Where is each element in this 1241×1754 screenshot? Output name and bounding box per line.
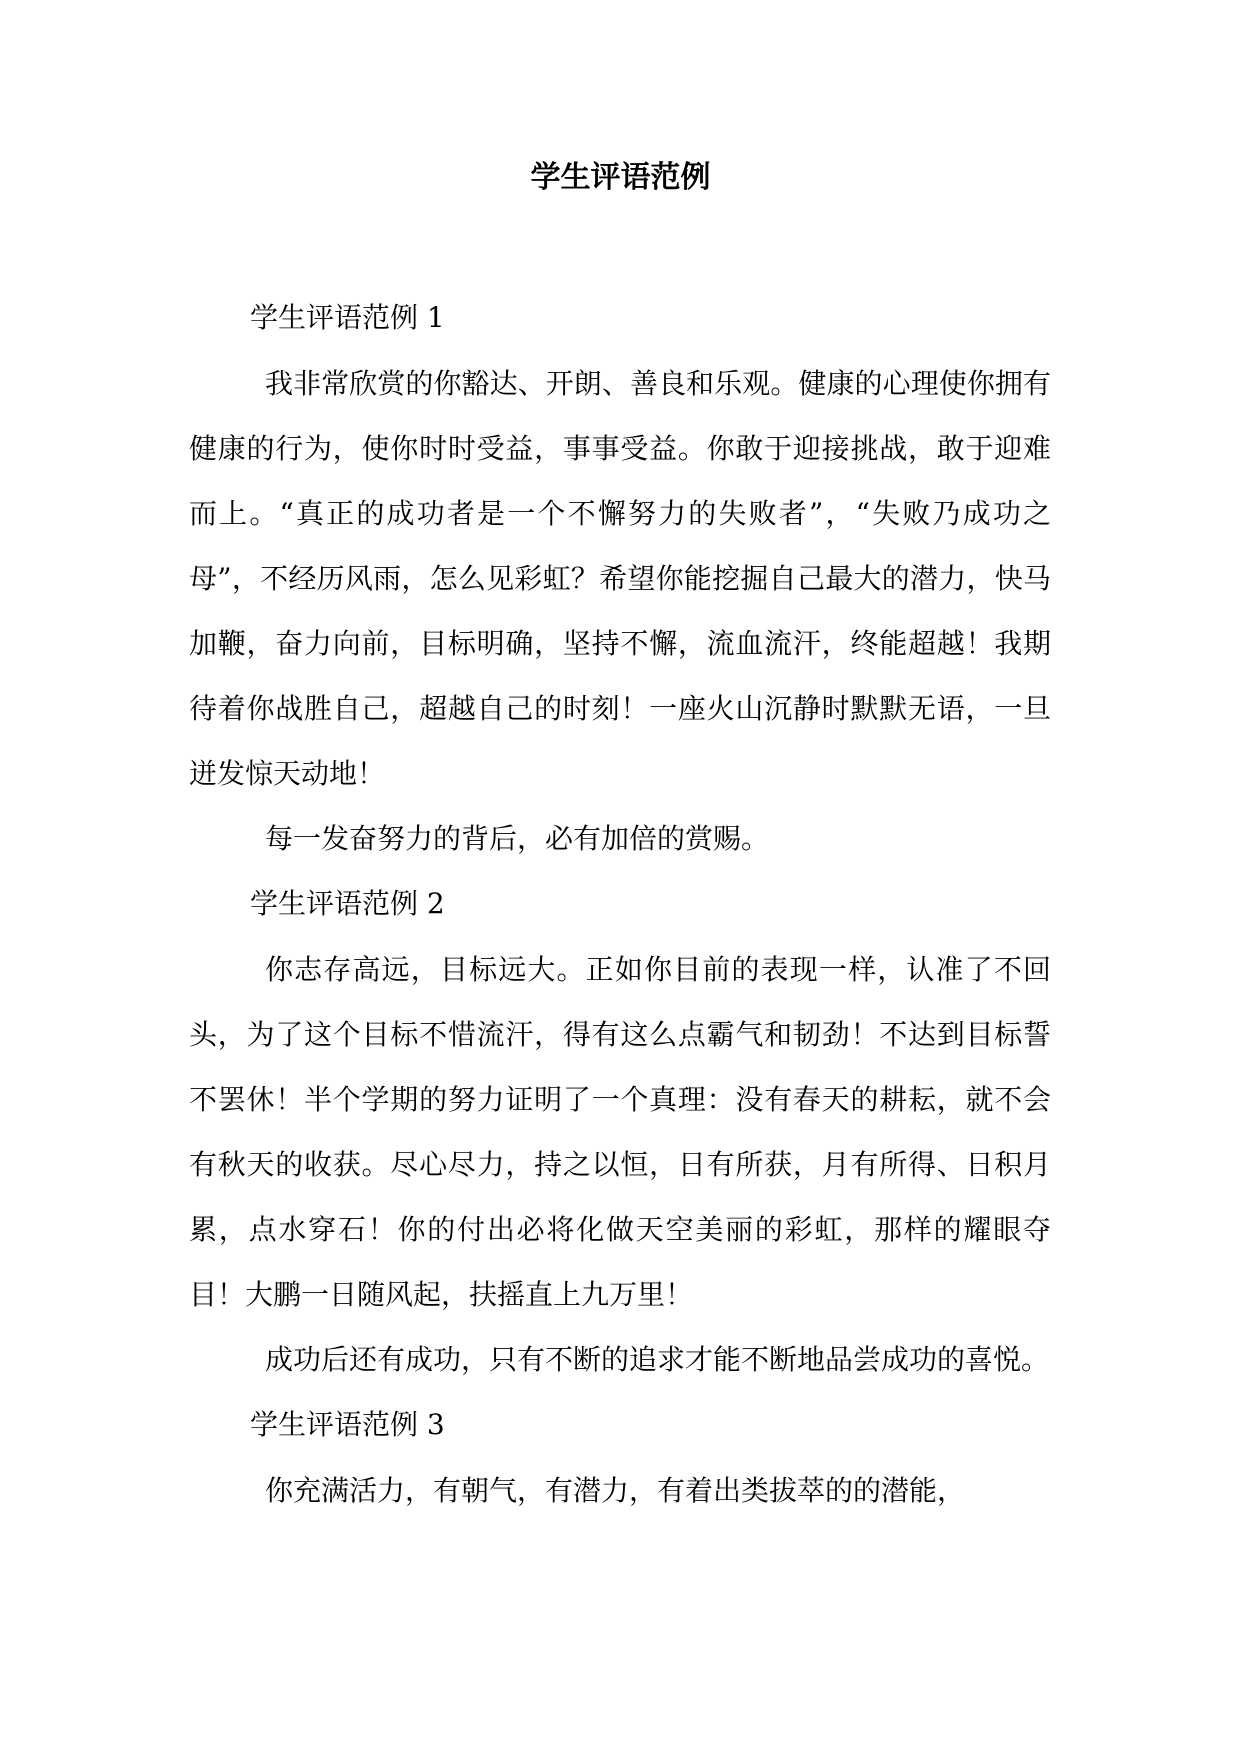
paragraph: 你充满活力，有朝气，有潜力，有着出类拔萃的的潜能， bbox=[265, 1474, 966, 1507]
section-heading: 学生评语范例 2 bbox=[250, 887, 445, 920]
document-title: 学生评语范例 bbox=[530, 160, 711, 195]
paragraph: 你志存高远，目标远大。正如你目前的表现一样，认准了不回头，为了这个目标不惜流汗，得有这么点霸气和韧劲！不达到目标誓不罢休！半个学期的努力证明了一个真理：没有春天的耕耘，就不会有秋天的收获。尽心尽力，持之以恒，日有所获，月有所得、日积月累，点水穿石！你的付出必将化做天空美丽的彩虹，那样的耀眼夺目！大鹏一日随风起，扶摇直上九万里！ bbox=[189, 953, 1051, 1311]
section-2 bbox=[189, 871, 1051, 1392]
paragraph: 成功后还有成功，只有不断的追求才能不断地品尝成功的喜悦。 bbox=[265, 1343, 1050, 1376]
section-heading: 学生评语范例 3 bbox=[250, 1408, 445, 1441]
section-1 bbox=[189, 285, 1051, 871]
paragraph: 每一发奋努力的背后，必有加倍的赏赐。 bbox=[265, 822, 770, 855]
section-heading: 学生评语范例 1 bbox=[250, 301, 445, 334]
paragraph: 我非常欣赏的你豁达、开朗、善良和乐观。健康的心理使你拥有健康的行为，使你时时受益，事事受益。你敢于迎接挑战，敢于迎难而上。“真正的成功者是一个不懈努力的失败者”，“失败乃成功之母”，不经历风雨，怎么见彩虹？希望你能挖掘自己最大的潜力，快马加鞭，奋力向前，目标明确，坚持不懈，流血流汗，终能超越！我期待着你战胜自己，超越自己的时刻！一座火山沉静时默默无语，一旦迸发惊天动地！ bbox=[189, 367, 1051, 790]
section-3 bbox=[189, 1392, 1051, 1523]
document-body bbox=[189, 285, 1051, 1523]
